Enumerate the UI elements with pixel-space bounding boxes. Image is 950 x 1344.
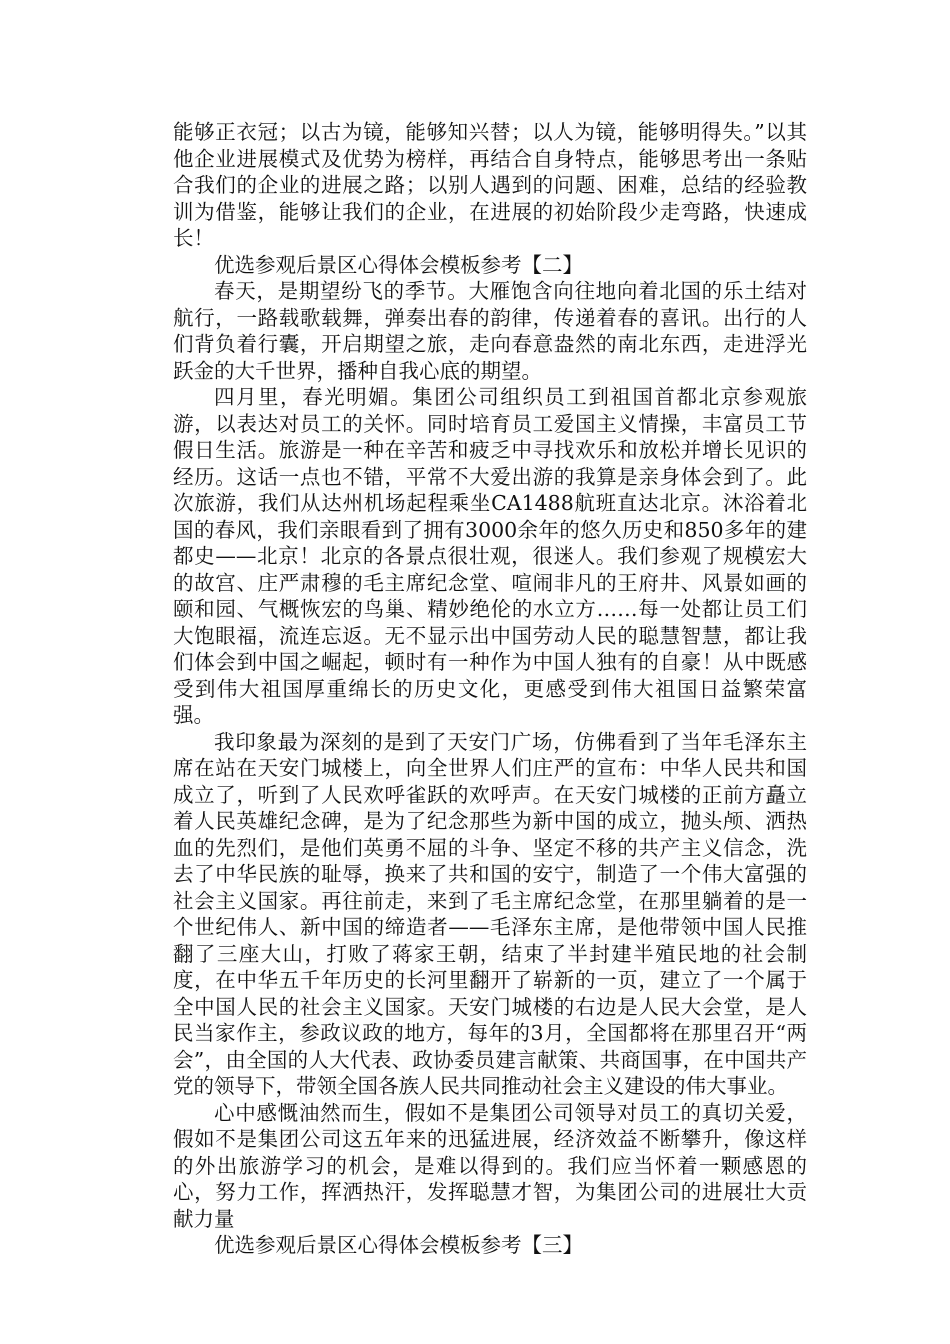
section-heading-three: 优选参观后景区心得体会模板参考【三】 bbox=[214, 1233, 583, 1257]
paragraph-april-trip: 四月里，春光明媚。集团公司组织员工到祖国首都北京参观旅游，以表达对员工的关怀。同时培育员工爱国主义情操，丰富员工节假日生活。旅游是一种在辛苦和疲乏中寻找欢乐和放松并增长见识的经历。这话一点也不错，平常不大爱出游的我算是亲身体会到了。此次旅游，我们从达州机场起程乘坐CA1488航班直达北京。沐浴着北国的春风，我们亲眼看到了拥有3000余年的悠久历史和850多年的建都史——北京！北京的各景点很壮观，很迷人。我们参观了规模宏大的故宫、庄严肃穆的毛主席纪念堂、喧闹非凡的王府井、风景如画的颐和园、气概恢宏的鸟巢、精妙绝伦的水立方……每一处都让员工们大饱眼福，流连忘返。无不显示出中国劳动人民的聪慧智慧，都让我们体会到中国之崛起，顿时有一种作为中国人独有的自豪！从中既感受到伟大祖国厚重绵长的历史文化，更感受到伟大祖国日益繁荣富强。 bbox=[173, 385, 807, 727]
section-heading-two: 优选参观后景区心得体会模板参考【二】 bbox=[214, 252, 583, 277]
paragraph-continuation: 能够正衣冠；以古为镜，能够知兴替；以人为镜，能够明得失。”以其他企业进展模式及优势为榜样，再结合自身特点，能够思考出一条贴合我们的企业的进展之路；以别人遇到的问题、困难，总结的经验教训为借鉴，能够让我们的企业，在进展的初始阶段少走弯路，快速成长！ bbox=[173, 120, 807, 250]
document-page bbox=[173, 119, 807, 1259]
paragraph-spring: 春天，是期望纷飞的季节。大雁饱含向往地向着北国的乐土结对航行，一路载歌载舞，弹奏出春的韵律，传递着春的喜讯。出行的人们背负着行囊，开启期望之旅，走向春意盎然的南北东西，走进浮光跃金的大千世界，播种自我心底的期望。 bbox=[173, 279, 807, 383]
paragraph-tiananmen: 我印象最为深刻的是到了天安门广场，仿佛看到了当年毛泽东主席在站在天安门城楼上，向全世界人们庄严的宣布：中华人民共和国成立了，听到了人民欢呼雀跃的欢呼声。在天安门城楼的正前方矗立着人民英雄纪念碑，是为了纪念那些为新中国的成立，抛头颅、洒热血的先烈们，是他们英勇不屈的斗争、坚定不移的共产主义信念，洗去了中华民族的耻辱，换来了共和国的安宁，制造了一个伟大富强的社会主义国家。再往前走，来到了毛主席纪念堂，在那里躺着的是一个世纪伟人、新中国的缔造者——毛泽东主席，是他带领中国人民推翻了三座大山，打败了蒋家王朝，结束了半封建半殖民地的社会制度，在中华五千年历史的长河里翻开了崭新的一页，建立了一个属于全中国人民的社会主义国家。天安门城楼的右边是人民大会堂，是人民当家作主，参政议政的地方，每年的3月，全国都将在那里召开“两会”，由全国的人大代表、政协委员建言献策、共商国事，在中国共产党的领导下，带领全国各族人民共同推动社会主义建设的伟大事业。 bbox=[173, 729, 807, 1098]
paragraph-gratitude: 心中感慨油然而生，假如不是集团公司领导对员工的真切关爱，假如不是集团公司这五年来的迅猛进展，经济效益不断攀升，像这样的外出旅游学习的机会，是难以得到的。我们应当怀着一颗感恩的心，努力工作，挥洒热汗，发挥聪慧才智，为集团公司的进展壮大贡献力量 bbox=[173, 1100, 807, 1231]
